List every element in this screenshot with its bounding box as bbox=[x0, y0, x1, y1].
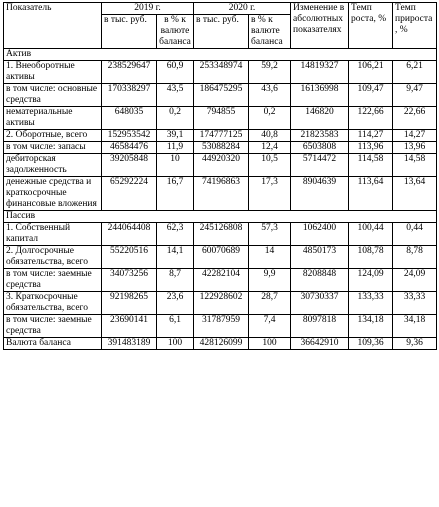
percent-2020-cell: 40,8 bbox=[249, 130, 291, 142]
growth-rate-cell: 109,36 bbox=[349, 338, 393, 350]
increase-rate-cell: 9,47 bbox=[393, 84, 437, 107]
value-2020-cell: 42282104 bbox=[194, 269, 249, 292]
value-2020-cell: 186475295 bbox=[194, 84, 249, 107]
increase-rate-cell: 9,36 bbox=[393, 338, 437, 350]
table-row bbox=[4, 130, 437, 142]
increase-rate-cell: 24,09 bbox=[393, 269, 437, 292]
value-2020-cell: 174777125 bbox=[194, 130, 249, 142]
thousand-rub-2020-header: в тыс. руб. bbox=[194, 15, 249, 49]
value-2019-cell: 23690141 bbox=[102, 315, 157, 338]
percent-2019-cell: 23,6 bbox=[157, 292, 194, 315]
value-2019-cell: 39205848 bbox=[102, 154, 157, 177]
year-2020-header: 2020 г. bbox=[194, 3, 291, 15]
value-2020-cell: 60070689 bbox=[194, 246, 249, 269]
percent-2020-cell: 57,3 bbox=[249, 223, 291, 246]
table-row bbox=[4, 246, 437, 269]
increase-rate-cell: 0,44 bbox=[393, 223, 437, 246]
row-name-cell: 1. Собственный капитал bbox=[4, 223, 102, 246]
absolute-change-cell: 30730337 bbox=[291, 292, 349, 315]
row-name-cell: в том числе: заемные средства bbox=[4, 315, 102, 338]
absolute-change-cell: 5714472 bbox=[291, 154, 349, 177]
row-name-cell: в том числе: заемные средства bbox=[4, 269, 102, 292]
growth-rate-cell: 124,09 bbox=[349, 269, 393, 292]
balance-table bbox=[3, 2, 437, 350]
header-row-top bbox=[4, 3, 437, 15]
increase-rate-cell: 33,33 bbox=[393, 292, 437, 315]
percent-2019-cell: 39,1 bbox=[157, 130, 194, 142]
value-2019-cell: 92198265 bbox=[102, 292, 157, 315]
row-name-cell: 2. Долгосрочные обязательства, всего bbox=[4, 246, 102, 269]
absolute-change-cell: 21823583 bbox=[291, 130, 349, 142]
growth-rate-cell: 113,64 bbox=[349, 177, 393, 211]
table-row bbox=[4, 107, 437, 130]
value-2020-cell: 794855 bbox=[194, 107, 249, 130]
increase-rate-cell: 22,66 bbox=[393, 107, 437, 130]
percent-2019-cell: 14,1 bbox=[157, 246, 194, 269]
increase-rate-cell: 8,78 bbox=[393, 246, 437, 269]
value-2020-cell: 53088284 bbox=[194, 142, 249, 154]
percent-2020-cell: 43,6 bbox=[249, 84, 291, 107]
row-name-cell: денежные средства и краткосрочные финансовые вложения bbox=[4, 177, 102, 211]
absolute-change-cell: 14819327 bbox=[291, 61, 349, 84]
percent-2019-cell: 100 bbox=[157, 338, 194, 350]
percent-2019-cell: 43,5 bbox=[157, 84, 194, 107]
value-2019-cell: 55220516 bbox=[102, 246, 157, 269]
growth-rate-cell: 109,47 bbox=[349, 84, 393, 107]
percent-2019-cell: 10 bbox=[157, 154, 194, 177]
indicator-header: Показатель bbox=[4, 3, 102, 49]
table-row bbox=[4, 61, 437, 84]
growth-rate-cell: 114,27 bbox=[349, 130, 393, 142]
table-row bbox=[4, 177, 437, 211]
absolute-change-cell: 8904639 bbox=[291, 177, 349, 211]
row-name-cell: нематериальные активы bbox=[4, 107, 102, 130]
table-row bbox=[4, 269, 437, 292]
value-2020-cell: 253348974 bbox=[194, 61, 249, 84]
row-name-cell: дебиторская задолженность bbox=[4, 154, 102, 177]
growth-rate-cell: 108,78 bbox=[349, 246, 393, 269]
row-name-cell: в том числе: основные средства bbox=[4, 84, 102, 107]
increase-rate-cell: 13,64 bbox=[393, 177, 437, 211]
section-title: Актив bbox=[4, 49, 437, 61]
thousand-rub-2019-header: в тыс. руб. bbox=[102, 15, 157, 49]
table-row bbox=[4, 315, 437, 338]
percent-2019-cell: 8,7 bbox=[157, 269, 194, 292]
absolute-change-cell: 1062400 bbox=[291, 223, 349, 246]
percent-2019-cell: 0,2 bbox=[157, 107, 194, 130]
increase-rate-cell: 6,21 bbox=[393, 61, 437, 84]
growth-rate-cell: 122,66 bbox=[349, 107, 393, 130]
percent-2020-cell: 17,3 bbox=[249, 177, 291, 211]
row-name-cell: Валюта баланса bbox=[4, 338, 102, 350]
growth-rate-cell: 133,33 bbox=[349, 292, 393, 315]
growth-rate-cell: 106,21 bbox=[349, 61, 393, 84]
percent-2020-cell: 10,5 bbox=[249, 154, 291, 177]
value-2020-cell: 31787959 bbox=[194, 315, 249, 338]
absolute-change-cell: 6503808 bbox=[291, 142, 349, 154]
table-row bbox=[4, 292, 437, 315]
value-2019-cell: 170338297 bbox=[102, 84, 157, 107]
increase-rate-cell: 34,18 bbox=[393, 315, 437, 338]
growth-header: Темп роста, % bbox=[349, 3, 393, 49]
percent-2019-cell: 6,1 bbox=[157, 315, 194, 338]
increase-rate-cell: 13,96 bbox=[393, 142, 437, 154]
percent-2020-cell: 9,9 bbox=[249, 269, 291, 292]
absolute-change-cell: 16136998 bbox=[291, 84, 349, 107]
percent-2019-cell: 11,9 bbox=[157, 142, 194, 154]
value-2020-cell: 428126099 bbox=[194, 338, 249, 350]
growth-rate-cell: 100,44 bbox=[349, 223, 393, 246]
section-header-row bbox=[4, 49, 437, 61]
value-2019-cell: 244064408 bbox=[102, 223, 157, 246]
percent-2020-cell: 28,7 bbox=[249, 292, 291, 315]
pct-2020-header: в % к валюте баланса bbox=[249, 15, 291, 49]
percent-2019-cell: 62,3 bbox=[157, 223, 194, 246]
percent-2019-cell: 16,7 bbox=[157, 177, 194, 211]
value-2019-cell: 238529647 bbox=[102, 61, 157, 84]
percent-2020-cell: 59,2 bbox=[249, 61, 291, 84]
value-2019-cell: 34073256 bbox=[102, 269, 157, 292]
absolute-change-cell: 4850173 bbox=[291, 246, 349, 269]
increase-rate-cell: 14,58 bbox=[393, 154, 437, 177]
section-title: Пассив bbox=[4, 211, 437, 223]
increase-header: Темп прироста, % bbox=[393, 3, 437, 49]
value-2020-cell: 74196863 bbox=[194, 177, 249, 211]
growth-rate-cell: 114,58 bbox=[349, 154, 393, 177]
value-2019-cell: 648035 bbox=[102, 107, 157, 130]
value-2020-cell: 245126808 bbox=[194, 223, 249, 246]
change-header: Изменение в абсолютных показателях bbox=[291, 3, 349, 49]
value-2019-cell: 152953542 bbox=[102, 130, 157, 142]
growth-rate-cell: 113,96 bbox=[349, 142, 393, 154]
table-body bbox=[4, 49, 437, 350]
table-row bbox=[4, 223, 437, 246]
table-row bbox=[4, 154, 437, 177]
percent-2020-cell: 100 bbox=[249, 338, 291, 350]
absolute-change-cell: 146820 bbox=[291, 107, 349, 130]
year-2019-header: 2019 г. bbox=[102, 3, 194, 15]
value-2019-cell: 46584476 bbox=[102, 142, 157, 154]
absolute-change-cell: 8097818 bbox=[291, 315, 349, 338]
pct-2019-header: в % к валюте баланса bbox=[157, 15, 194, 49]
table-row bbox=[4, 84, 437, 107]
absolute-change-cell: 36642910 bbox=[291, 338, 349, 350]
value-2020-cell: 44920320 bbox=[194, 154, 249, 177]
value-2019-cell: 65292224 bbox=[102, 177, 157, 211]
growth-rate-cell: 134,18 bbox=[349, 315, 393, 338]
percent-2020-cell: 12,4 bbox=[249, 142, 291, 154]
section-header-row bbox=[4, 211, 437, 223]
table-row bbox=[4, 142, 437, 154]
percent-2020-cell: 0,2 bbox=[249, 107, 291, 130]
absolute-change-cell: 8208848 bbox=[291, 269, 349, 292]
row-name-cell: 3. Краткосрочные обязательства, всего bbox=[4, 292, 102, 315]
value-2019-cell: 391483189 bbox=[102, 338, 157, 350]
row-name-cell: в том числе: запасы bbox=[4, 142, 102, 154]
increase-rate-cell: 14,27 bbox=[393, 130, 437, 142]
value-2020-cell: 122928602 bbox=[194, 292, 249, 315]
percent-2019-cell: 60,9 bbox=[157, 61, 194, 84]
percent-2020-cell: 14 bbox=[249, 246, 291, 269]
total-row bbox=[4, 338, 437, 350]
percent-2020-cell: 7,4 bbox=[249, 315, 291, 338]
row-name-cell: 2. Оборотные, всего bbox=[4, 130, 102, 142]
row-name-cell: 1. Внеоборотные активы bbox=[4, 61, 102, 84]
